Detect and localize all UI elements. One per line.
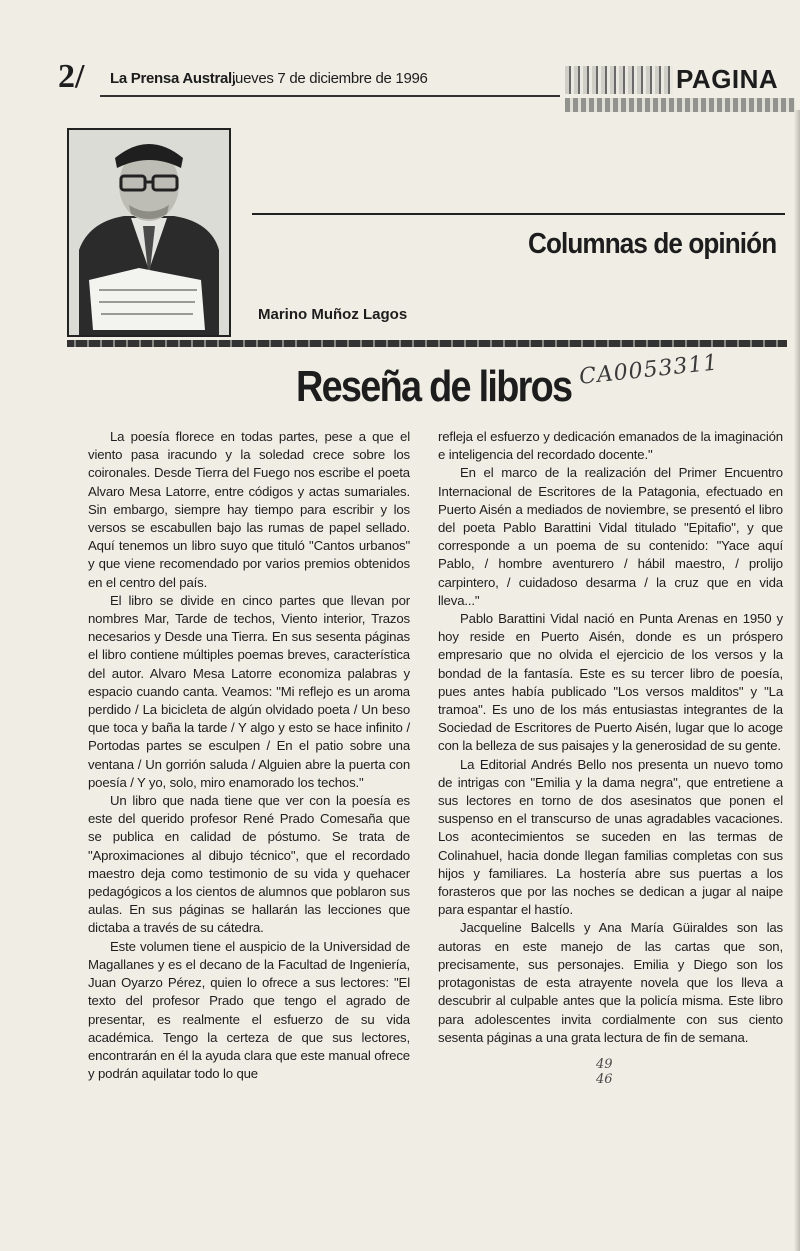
margin-note: 46 bbox=[596, 1072, 613, 1087]
paragraph: En el marco de la realización del Primer Encuentro Internacional de Escritores de la Patagonia, efectuado en Puerto Aisén a mediados de noviembre, se presentó el libro del poeta Pablo Barattini Vidal titulado "Epitafio", y que corresponde a un poema de su contenido: "Yace aquí Pablo, / hombre aventurero / hábil maestro, / prolijo carpintero, / cuidadoso desarma / la cruz que en vida lleva..." bbox=[438, 465, 783, 608]
newspaper-name: La Prensa Austral, bbox=[110, 70, 236, 87]
paragraph: Un libro que nada tiene que ver con la poesía es este del querido profesor René Prado Comesaña que se publica en calidad de póstumo. Se trata de "Aproximaciones al dibujo técnico", que el recordado maestro deja como testimonio de su vida y quehacer pedagógicos a los cientos de alumnos que poblaron sus aulas. En sus páginas se hallarán las lecciones que dictaba a través de su cátedra. bbox=[88, 793, 410, 936]
margin-note: 49 bbox=[596, 1057, 613, 1072]
paragraph: La poesía florece en todas partes, pese a que el viento pasa iracundo y la soledad crece sobre los coironales. Desde Tierra del Fuego nos escribe el poeta Alvaro Mesa Latorre, entre códigos y actas sumariales. Sin embargo, siempre hay tiempo para escribir y los versos se escabullen bajo las rumas de papel sellado. Aquí tenemos un libro suyo que tituló "Cantos urbanos" y que viene recomendado por varios premios obtenidos en el centro del país. bbox=[88, 429, 410, 590]
section-label: PAGINA bbox=[676, 64, 779, 94]
handwritten-archive-code: CA0053311 bbox=[578, 350, 720, 390]
paragraph: El libro se divide en cinco partes que llevan por nombres Mar, Tarde de techos, Viento interior, Trazos necesarios y Desde una Tierra. En sus sesenta páginas el libro contiene múltiples poemas breves, característica del autor. Alvaro Mesa Latorre economiza palabras y espacio cuando canta. Veamos: "Mi reflejo es un aroma perdido / La bicicleta de algún olvidado poeta / Un beso que toca y baña la tarde / Y algo y esto se hace infinito / Portodas partes se esculpen / En el patio sobre una ventana / Un gorrión saluda / Alguien abre la puerta con poesía / Y yo, solo, miro enamorado los techos." bbox=[88, 592, 410, 790]
paragraph: Pablo Barattini Vidal nació en Punta Arenas en 1950 y hoy reside en Puerto Aisén, donde es un próspero empresario que no olvida el ejercicio de los versos y la bondad de la fantasía. Este es su tercer libro de poesía, pues antes había publicado "Los versos malditos" y "La tramoa". Es uno de los más entusiastas integrantes de la Sociedad de Escritores de Puerto Aisén, lugar que lo acoge con la belleza de sus paisajes y la generosidad de su gente. bbox=[438, 611, 783, 754]
publication-date: jueves 7 de diciembre de 1996 bbox=[232, 70, 428, 87]
paragraph: Este volumen tiene el auspicio de la Universidad de Magallanes y es el decano de la Facultad de Ingeniería, Juan Oyarzo Pérez, quien lo ofrece a sus lectores: "El texto del profesor Prado que tengo el agrado de presentar, es realmente el esfuerzo de su vida académica. Tengo la certeza de que sus lectores, encontrarán en él la ayuda clara que este manual ofrece y podrán aquilatar todo lo que bbox=[88, 938, 410, 1082]
page-number: 2/ bbox=[58, 58, 85, 95]
header-decoration bbox=[565, 66, 673, 94]
handwritten-margin-notes bbox=[596, 1057, 800, 1087]
paragraph-continuation: refleja el esfuerzo y dedicación emanados de la imaginación e inteligencia del recordado docente." bbox=[438, 429, 783, 463]
article-left-column bbox=[88, 428, 410, 1083]
article-headline: Reseña de libros bbox=[296, 362, 572, 411]
paragraph: La Editorial Andrés Bello nos presenta un nuevo tomo de intrigas con "Emilia y la dama negra", que entretiene a sus lectores en torno de dos asesinatos que ponen el suspenso en el transcurso de unas agradables vacaciones. Los acontecimientos se suceden en las termas de Colinahuel, hacia donde llegan familias completas con sus hijos y familiares. La hostería abre sus puertas a los forasteros que por las noches se dedican a jugar al naipe para espantar el hastío. bbox=[438, 756, 783, 918]
author-photo bbox=[67, 128, 231, 337]
section-divider bbox=[67, 340, 787, 347]
article-right-column bbox=[438, 428, 783, 1047]
column-title: Columnas de opinión bbox=[528, 228, 777, 260]
header-rule-right bbox=[565, 98, 795, 112]
author-name: Marino Muñoz Lagos bbox=[258, 306, 408, 323]
column-title-rule bbox=[252, 213, 785, 215]
page-edge-shadow bbox=[794, 110, 800, 1251]
header-rule bbox=[100, 95, 560, 97]
paragraph: Jacqueline Balcells y Ana María Güiraldes son las autoras en este manejo de las cartas que son, precisamente, sus personajes. Emilia y Diego son los protagonistas de esta atrayente novela que los lleva a descubrir al culpable antes que la policía misma. Este libro para adolescentes invita cordialmente con sus ciento sesenta páginas a una grata lectura de fin de semana. bbox=[438, 920, 783, 1045]
